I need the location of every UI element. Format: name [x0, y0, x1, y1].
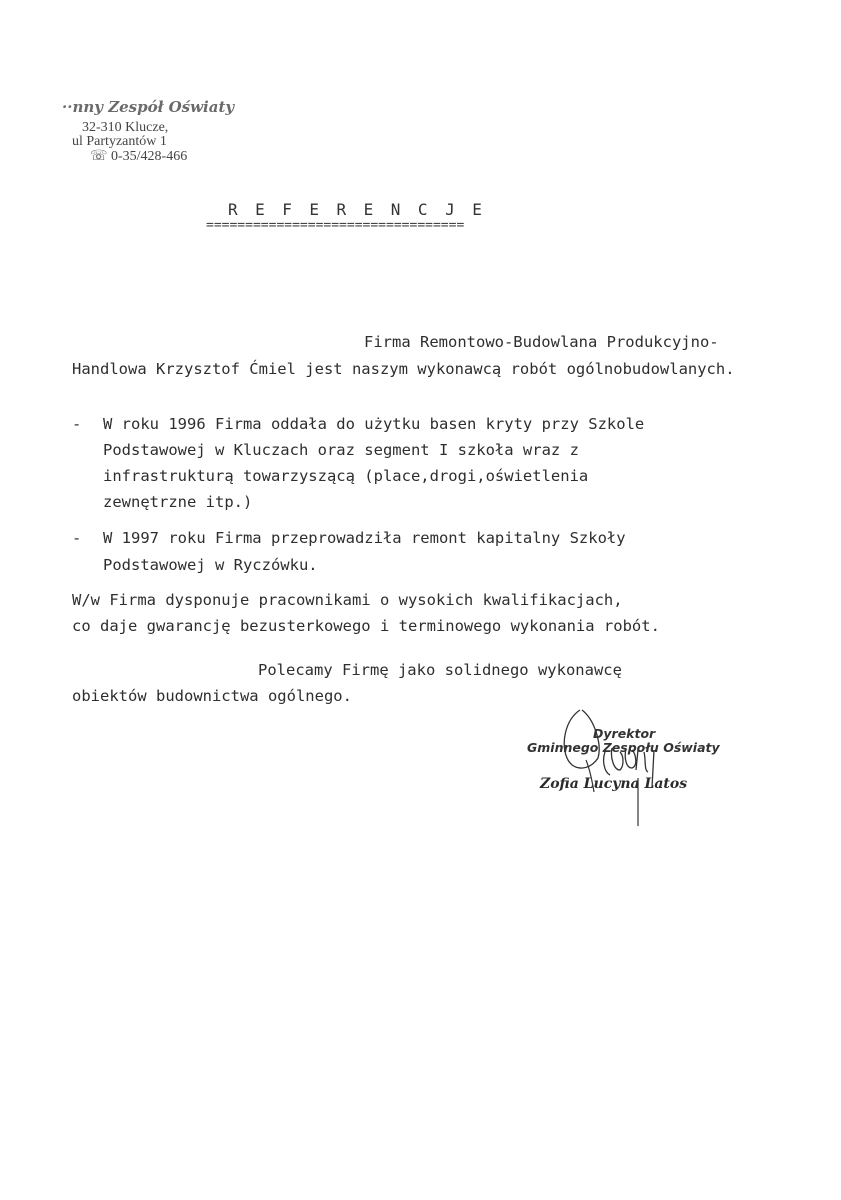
document-title: REFERENCJE: [228, 200, 500, 219]
handwritten-signature: [520, 700, 700, 830]
intro-line-2: Handlowa Krzysztof Ćmiel jest naszym wykonawcą robót ogólnobudowlanych.: [72, 360, 735, 378]
qualification-line-2: co daje gwarancję bezusterkowego i terminowego wykonania robót.: [72, 617, 660, 635]
recommendation-line-1: Polecamy Firmę jako solidnego wykonawcę: [258, 661, 622, 679]
recommendation-line-2: obiektów budownictwa ogólnego.: [72, 687, 352, 705]
stamp-line-1: ··nny Zespół Oświaty: [62, 98, 235, 116]
item-1-line-2: Podstawowej w Kluczach oraz segment I szkoła wraz z: [103, 441, 579, 459]
qualification-line-1: W/w Firma dysponuje pracownikami o wysokich kwalifikacjach,: [72, 591, 623, 609]
stamp-line-3: ul Partyzantów 1: [72, 134, 167, 149]
item-1-line-1: W roku 1996 Firma oddała do użytku basen kryty przy Szkole: [103, 415, 645, 433]
intro-line-1: Firma Remontowo-Budowlana Produkcyjno-: [364, 333, 719, 351]
item-2-line-1: W 1997 roku Firma przeprowadziła remont kapitalny Szkoły: [103, 529, 626, 547]
signature-name: Zofia Lucyna Latos: [540, 776, 688, 792]
stamp-line-4: ☏ 0-35/428-466: [90, 149, 188, 164]
item-1-dash: -: [72, 415, 82, 433]
signature-role: Dyrektor: [593, 726, 656, 741]
item-2-dash: -: [72, 529, 82, 547]
title-underline: =================================: [206, 218, 465, 233]
item-2-line-2: Podstawowej w Ryczówku.: [103, 556, 318, 574]
signature-organization: Gminnego Zespołu Oświaty: [527, 740, 720, 755]
item-1-line-3: infrastrukturą towarzyszącą (place,drogi,oświetlenia: [103, 467, 589, 485]
item-1-line-4: zewnętrzne itp.): [103, 493, 253, 511]
stamp-line-2: 32-310 Klucze,: [82, 120, 169, 135]
